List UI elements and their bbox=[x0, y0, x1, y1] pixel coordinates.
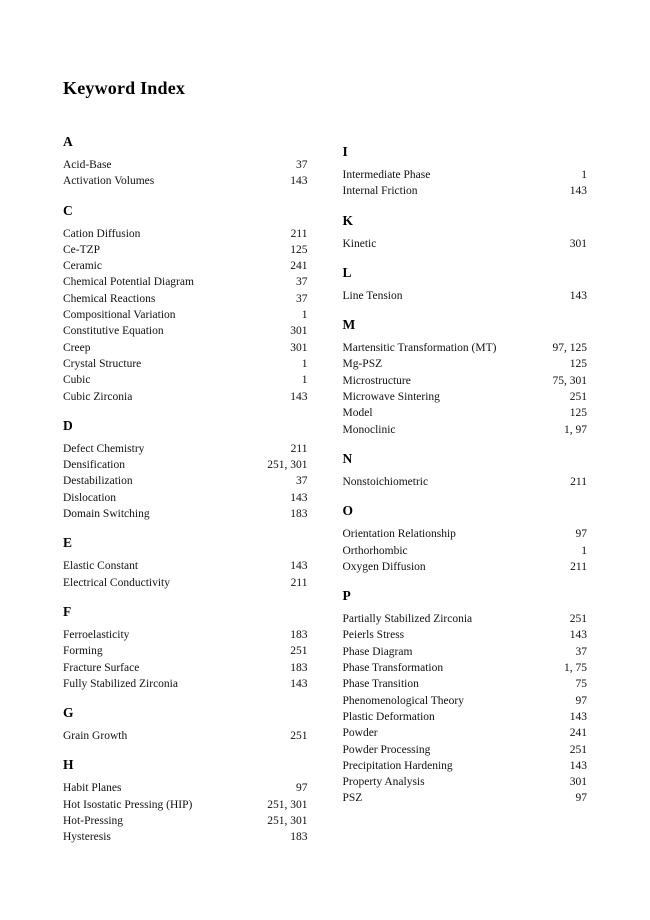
entry-pages: 251, 301 bbox=[267, 815, 308, 828]
entry-pages: 251 bbox=[569, 613, 587, 626]
entry-pages: 143 bbox=[290, 390, 308, 403]
index-columns bbox=[63, 121, 587, 848]
index-entry bbox=[343, 693, 588, 709]
index-entry bbox=[343, 288, 588, 304]
entry-pages: 1, 97 bbox=[564, 423, 587, 436]
section-letter: C bbox=[63, 202, 73, 218]
entry-pages: 301 bbox=[569, 237, 587, 250]
entry-term: Orientation Relationship bbox=[342, 528, 456, 541]
entry-pages: 211 bbox=[570, 560, 587, 573]
entry-term: Phase Diagram bbox=[342, 645, 413, 658]
entry-term: Hot-Pressing bbox=[63, 815, 124, 828]
entry-pages: 301 bbox=[290, 325, 308, 338]
entry-term: Destabilization bbox=[63, 475, 133, 488]
entry-term: Phase Transition bbox=[342, 678, 419, 691]
section-letter: L bbox=[342, 264, 352, 280]
index-column-left bbox=[63, 121, 308, 848]
entry-term: Acid-Base bbox=[63, 159, 112, 171]
entry-term: Constitutive Equation bbox=[63, 325, 164, 338]
entry-term: Monoclinic bbox=[342, 423, 396, 436]
entry-pages: 251 bbox=[290, 730, 308, 743]
section-letter: N bbox=[342, 450, 353, 466]
entry-pages: 1 bbox=[301, 374, 308, 387]
index-entry bbox=[63, 558, 308, 574]
index-entry bbox=[63, 829, 308, 845]
section-letter: D bbox=[63, 417, 73, 433]
entry-term: Crystal Structure bbox=[63, 357, 142, 370]
entry-pages: 143 bbox=[290, 677, 308, 690]
entry-pages: 37 bbox=[296, 475, 308, 488]
index-entry bbox=[343, 474, 588, 490]
entry-term: Property Analysis bbox=[342, 776, 425, 789]
index-entry bbox=[343, 236, 588, 252]
index-entry bbox=[343, 644, 588, 660]
entry-pages: 143 bbox=[569, 710, 587, 723]
entry-pages: 143 bbox=[569, 185, 587, 198]
entry-term: Dislocation bbox=[63, 491, 117, 504]
entry-term: Phenomenological Theory bbox=[342, 694, 464, 707]
entry-pages: 301 bbox=[290, 341, 308, 354]
section-letter: M bbox=[342, 317, 356, 333]
entry-pages: 183 bbox=[290, 831, 308, 844]
entry-pages: 251 bbox=[569, 391, 587, 404]
section-letter: G bbox=[63, 705, 74, 721]
entry-pages: 143 bbox=[569, 759, 587, 772]
index-section-n bbox=[343, 451, 588, 490]
section-letter: P bbox=[342, 588, 351, 604]
section-letter: K bbox=[342, 212, 354, 228]
entry-pages: 75 bbox=[575, 678, 587, 691]
index-entry bbox=[63, 258, 308, 274]
index-entry bbox=[63, 643, 308, 659]
entry-pages: 37 bbox=[296, 292, 308, 305]
entry-pages: 1 bbox=[581, 544, 587, 557]
entry-pages: 211 bbox=[290, 442, 308, 455]
entry-pages: 241 bbox=[290, 260, 308, 273]
entry-term: Hysteresis bbox=[63, 831, 111, 844]
index-entry bbox=[343, 660, 588, 676]
entry-term: Cation Diffusion bbox=[63, 227, 141, 240]
index-entry bbox=[63, 242, 308, 258]
entry-term: Ceramic bbox=[63, 260, 102, 273]
entry-term: Densification bbox=[63, 459, 125, 472]
index-section-h bbox=[63, 757, 308, 845]
index-entry bbox=[63, 173, 308, 189]
entry-term: Fully Stabilized Zirconia bbox=[63, 677, 178, 690]
index-entry bbox=[63, 372, 308, 388]
index-section-g bbox=[63, 705, 308, 744]
index-entry bbox=[63, 226, 308, 242]
entry-term: Model bbox=[342, 407, 373, 420]
entry-term: Chemical Potential Diagram bbox=[63, 276, 194, 289]
entry-pages: 37 bbox=[296, 276, 308, 289]
entry-pages: 97, 125 bbox=[552, 342, 587, 355]
entry-term: Mg-PSZ bbox=[342, 358, 383, 371]
entry-term: Orthorhombic bbox=[342, 544, 408, 557]
index-entry bbox=[63, 457, 308, 473]
index-section-d bbox=[63, 418, 308, 522]
index-entry bbox=[343, 167, 588, 183]
index-entry bbox=[63, 797, 308, 813]
index-entry bbox=[343, 559, 588, 575]
entry-term: Precipitation Hardening bbox=[342, 759, 453, 772]
section-letter: A bbox=[63, 134, 73, 149]
entry-term: Creep bbox=[63, 341, 91, 354]
index-entry bbox=[63, 274, 308, 290]
entry-term: Intermediate Phase bbox=[342, 169, 431, 181]
entry-pages: 1 bbox=[581, 169, 587, 181]
index-entry bbox=[343, 611, 588, 627]
entry-pages: 143 bbox=[290, 491, 308, 504]
index-section-i bbox=[343, 144, 588, 200]
entry-term: Peierls Stress bbox=[342, 629, 405, 642]
index-section-m bbox=[343, 317, 588, 438]
entry-pages: 211 bbox=[290, 576, 308, 589]
entry-pages: 211 bbox=[570, 475, 587, 488]
entry-pages: 183 bbox=[290, 628, 308, 641]
index-entry bbox=[63, 780, 308, 796]
entry-term: Ce-TZP bbox=[63, 243, 101, 256]
entry-term: Microstructure bbox=[342, 374, 411, 387]
entry-pages: 251 bbox=[290, 645, 308, 658]
entry-pages: 183 bbox=[290, 661, 308, 674]
index-entry bbox=[343, 405, 588, 421]
entry-pages: 1 bbox=[301, 309, 308, 322]
index-entry bbox=[343, 627, 588, 643]
index-entry bbox=[343, 422, 588, 438]
index-entry bbox=[343, 526, 588, 542]
index-entry bbox=[63, 157, 308, 173]
index-entry bbox=[63, 473, 308, 489]
entry-pages: 241 bbox=[569, 727, 587, 740]
entry-term: Elastic Constant bbox=[63, 560, 139, 573]
index-entry bbox=[343, 790, 588, 806]
entry-pages: 1 bbox=[301, 357, 308, 370]
entry-pages: 183 bbox=[290, 508, 308, 521]
entry-term: Internal Friction bbox=[342, 185, 418, 198]
index-column-right bbox=[343, 121, 588, 848]
index-entry bbox=[63, 627, 308, 643]
index-entry bbox=[343, 742, 588, 758]
entry-pages: 125 bbox=[569, 407, 587, 420]
index-entry bbox=[63, 340, 308, 356]
entry-pages: 125 bbox=[290, 243, 308, 256]
entry-term: Plastic Deformation bbox=[342, 710, 435, 723]
entry-term: Cubic bbox=[63, 374, 91, 387]
entry-term: Defect Chemistry bbox=[63, 442, 145, 455]
index-entry bbox=[63, 323, 308, 339]
entry-term: Line Tension bbox=[342, 289, 403, 302]
entry-pages: 97 bbox=[575, 694, 587, 707]
entry-term: Powder bbox=[342, 727, 378, 740]
index-entry bbox=[343, 389, 588, 405]
entry-pages: 97 bbox=[575, 528, 587, 541]
section-letter: E bbox=[63, 535, 73, 551]
entry-pages: 143 bbox=[569, 289, 587, 302]
index-section-l bbox=[343, 265, 588, 304]
entry-pages: 97 bbox=[296, 782, 308, 795]
entry-term: Forming bbox=[63, 645, 103, 658]
entry-term: Kinetic bbox=[342, 237, 377, 250]
index-entry bbox=[343, 725, 588, 741]
index-entry bbox=[63, 291, 308, 307]
section-letter: F bbox=[63, 603, 72, 619]
entry-pages: 37 bbox=[296, 159, 308, 171]
index-entry bbox=[343, 543, 588, 559]
entry-pages: 143 bbox=[290, 175, 308, 188]
entry-pages: 37 bbox=[575, 645, 587, 658]
entry-term: Martensitic Transformation (MT) bbox=[342, 342, 497, 355]
entry-pages: 143 bbox=[569, 629, 587, 642]
entry-pages: 143 bbox=[290, 560, 308, 573]
index-section-e bbox=[63, 535, 308, 591]
entry-pages: 97 bbox=[575, 792, 587, 805]
section-letter: O bbox=[342, 503, 354, 519]
index-section-p bbox=[343, 588, 588, 807]
index-entry bbox=[63, 307, 308, 323]
index-entry bbox=[63, 660, 308, 676]
page-title: Keyword Index bbox=[63, 78, 186, 98]
entry-term: Ferroelasticity bbox=[63, 628, 130, 641]
index-entry bbox=[63, 575, 308, 591]
entry-term: Phase Transformation bbox=[342, 662, 444, 675]
index-entry bbox=[343, 774, 588, 790]
entry-term: Partially Stabilized Zirconia bbox=[342, 613, 473, 626]
index-entry bbox=[63, 506, 308, 522]
index-entry bbox=[343, 709, 588, 725]
entry-pages: 251 bbox=[569, 743, 587, 756]
section-letter: I bbox=[342, 144, 348, 159]
index-entry bbox=[343, 183, 588, 199]
entry-pages: 211 bbox=[290, 227, 308, 240]
index-section-k bbox=[343, 213, 588, 252]
entry-term: Activation Volumes bbox=[63, 175, 155, 188]
entry-term: PSZ bbox=[342, 792, 363, 805]
index-section-a bbox=[63, 134, 308, 190]
index-entry bbox=[63, 728, 308, 744]
entry-term: Hot Isostatic Pressing (HIP) bbox=[63, 798, 193, 811]
entry-term: Domain Switching bbox=[63, 508, 150, 521]
entry-pages: 301 bbox=[569, 776, 587, 789]
index-section-o bbox=[343, 503, 588, 575]
index-entry bbox=[63, 676, 308, 692]
entry-term: Cubic Zirconia bbox=[63, 390, 133, 403]
index-entry bbox=[343, 373, 588, 389]
index-section-c bbox=[63, 203, 308, 405]
entry-term: Grain Growth bbox=[63, 730, 128, 743]
entry-pages: 251, 301 bbox=[267, 798, 308, 811]
index-entry bbox=[343, 356, 588, 372]
entry-term: Microwave Sintering bbox=[342, 391, 440, 404]
index-entry bbox=[63, 356, 308, 372]
entry-pages: 125 bbox=[569, 358, 587, 371]
index-entry bbox=[63, 813, 308, 829]
index-entry bbox=[343, 676, 588, 692]
index-entry bbox=[343, 340, 588, 356]
entry-term: Compositional Variation bbox=[63, 309, 176, 322]
index-entry bbox=[63, 441, 308, 457]
entry-pages: 1, 75 bbox=[564, 662, 587, 675]
index-entry bbox=[63, 389, 308, 405]
entry-term: Powder Processing bbox=[342, 743, 431, 756]
entry-term: Habit Planes bbox=[63, 782, 122, 795]
entry-term: Fracture Surface bbox=[63, 661, 140, 674]
entry-term: Chemical Reactions bbox=[63, 292, 156, 305]
entry-pages: 75, 301 bbox=[552, 374, 587, 387]
index-entry bbox=[63, 490, 308, 506]
section-letter: H bbox=[63, 757, 74, 773]
index-section-f bbox=[63, 604, 308, 692]
index-entry bbox=[343, 758, 588, 774]
entry-term: Oxygen Diffusion bbox=[342, 560, 426, 573]
entry-term: Nonstoichiometric bbox=[342, 475, 429, 488]
entry-pages: 251, 301 bbox=[267, 459, 308, 472]
entry-term: Electrical Conductivity bbox=[63, 576, 170, 589]
